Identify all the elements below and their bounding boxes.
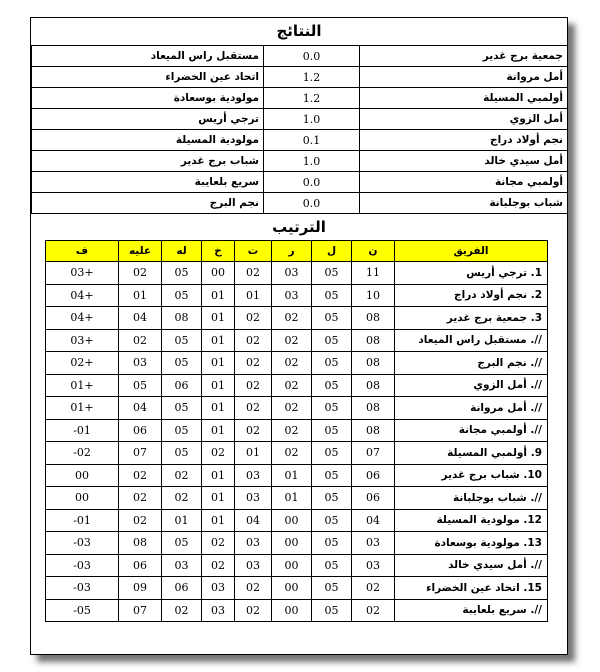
- standing-played: 05: [312, 442, 352, 465]
- standing-goals-against: 03: [119, 352, 162, 375]
- standing-won: 01: [272, 487, 312, 510]
- standing-goal-difference: 00: [46, 487, 119, 510]
- standing-goal-difference: 03-: [46, 532, 119, 555]
- standing-drawn: 02: [235, 397, 272, 420]
- standing-won: 02: [272, 307, 312, 330]
- standing-played: 05: [312, 577, 352, 600]
- standing-goals-for: 03: [162, 554, 202, 577]
- standing-row: [46, 284, 548, 307]
- standing-lost: 02: [202, 554, 235, 577]
- standing-goals-against: 09: [119, 577, 162, 600]
- standing-lost: 01: [202, 397, 235, 420]
- standing-team: //. أولمبي مجانة: [395, 419, 548, 442]
- results-table: [31, 46, 568, 214]
- result-row: [32, 151, 568, 172]
- result-home-team: أمل الزوي: [360, 109, 568, 130]
- standing-goal-difference: 02-: [46, 442, 119, 465]
- result-away-team: نجم البرج: [32, 193, 264, 214]
- standing-row: [46, 509, 548, 532]
- result-home-team: أمل مروانة: [360, 67, 568, 88]
- standing-lost: 01: [202, 487, 235, 510]
- standing-goals-for: 02: [162, 464, 202, 487]
- result-row: [32, 172, 568, 193]
- standing-goal-difference: +01: [46, 374, 119, 397]
- standing-goal-difference: 03-: [46, 554, 119, 577]
- standing-goal-difference: +04: [46, 307, 119, 330]
- result-home-team: أولمبي مجانة: [360, 172, 568, 193]
- standing-goals-against: 07: [119, 442, 162, 465]
- standing-goal-difference: +02: [46, 352, 119, 375]
- header-team: الفريق: [395, 241, 548, 262]
- standing-team: 1. ترجي أريس: [395, 262, 548, 285]
- standing-team: 15. اتحاد عين الخضراء: [395, 577, 548, 600]
- standing-lost: 01: [202, 374, 235, 397]
- standing-played: 05: [312, 464, 352, 487]
- result-score: 1.0: [264, 151, 360, 172]
- standing-goal-difference: 05-: [46, 599, 119, 622]
- result-score: 1.2: [264, 88, 360, 109]
- standing-points: 02: [352, 599, 395, 622]
- result-away-team: اتحاد عين الخضراء: [32, 67, 264, 88]
- standing-row: [46, 262, 548, 285]
- standing-goals-for: 05: [162, 262, 202, 285]
- standing-points: 04: [352, 509, 395, 532]
- standing-row: [46, 374, 548, 397]
- standing-goals-against: 02: [119, 487, 162, 510]
- standing-goals-for: 05: [162, 532, 202, 555]
- standing-row: [46, 352, 548, 375]
- standing-goal-difference: 00: [46, 464, 119, 487]
- standing-goal-difference: 01-: [46, 419, 119, 442]
- standing-played: 05: [312, 262, 352, 285]
- standing-goals-against: 04: [119, 307, 162, 330]
- standing-played: 05: [312, 374, 352, 397]
- standing-drawn: 01: [235, 284, 272, 307]
- standing-points: 08: [352, 352, 395, 375]
- standing-lost: 02: [202, 442, 235, 465]
- standing-lost: 01: [202, 352, 235, 375]
- standing-team: //. مستقبل راس الميعاد: [395, 329, 548, 352]
- standing-won: 02: [272, 397, 312, 420]
- standing-row: [46, 577, 548, 600]
- standing-won: 00: [272, 577, 312, 600]
- standing-won: 03: [272, 262, 312, 285]
- standing-won: 00: [272, 532, 312, 555]
- standing-points: 11: [352, 262, 395, 285]
- standing-points: 02: [352, 577, 395, 600]
- header-drawn: ت: [235, 241, 272, 262]
- standing-played: 05: [312, 352, 352, 375]
- result-row: [32, 46, 568, 67]
- result-row: [32, 130, 568, 151]
- standing-goal-difference: +04: [46, 284, 119, 307]
- results-sheet: [30, 17, 568, 655]
- standing-played: 05: [312, 487, 352, 510]
- result-score: 0.0: [264, 172, 360, 193]
- standing-goals-against: 06: [119, 554, 162, 577]
- result-away-team: شباب برج غدير: [32, 151, 264, 172]
- result-home-team: أولمبي المسيلة: [360, 88, 568, 109]
- result-score: 0.0: [264, 46, 360, 67]
- standing-played: 05: [312, 509, 352, 532]
- result-score: 0.0: [264, 193, 360, 214]
- standing-points: 08: [352, 374, 395, 397]
- standing-goals-against: 07: [119, 599, 162, 622]
- standing-row: [46, 329, 548, 352]
- standing-goals-for: 05: [162, 419, 202, 442]
- standing-points: 08: [352, 419, 395, 442]
- standing-team: 12. مولودية المسيلة: [395, 509, 548, 532]
- standing-goals-for: 01: [162, 509, 202, 532]
- standing-played: 05: [312, 329, 352, 352]
- header-goal-difference: ف: [46, 241, 119, 262]
- standing-drawn: 03: [235, 554, 272, 577]
- standing-won: 02: [272, 352, 312, 375]
- result-row: [32, 88, 568, 109]
- result-score: 0.1: [264, 130, 360, 151]
- standing-goals-against: 02: [119, 464, 162, 487]
- standing-won: 03: [272, 284, 312, 307]
- result-away-team: سريع بلعايبة: [32, 172, 264, 193]
- header-goals-for: له: [162, 241, 202, 262]
- standing-goals-for: 08: [162, 307, 202, 330]
- standings-header-row: [46, 241, 548, 262]
- standing-drawn: 03: [235, 487, 272, 510]
- standing-played: 05: [312, 599, 352, 622]
- header-goals-against: عليه: [119, 241, 162, 262]
- header-points: ن: [352, 241, 395, 262]
- standing-played: 05: [312, 554, 352, 577]
- standing-lost: 03: [202, 599, 235, 622]
- standings-title: الترتيب: [272, 218, 326, 236]
- standing-drawn: 02: [235, 374, 272, 397]
- standing-goals-for: 06: [162, 374, 202, 397]
- result-home-team: جمعية برج غدير: [360, 46, 568, 67]
- standing-team: //. شباب بوجلبانة: [395, 487, 548, 510]
- results-title: النتائج: [31, 18, 567, 46]
- standing-won: 02: [272, 419, 312, 442]
- standing-team: 10. شباب برج غدير: [395, 464, 548, 487]
- standing-drawn: 03: [235, 532, 272, 555]
- standing-goals-against: 02: [119, 509, 162, 532]
- standing-lost: 03: [202, 577, 235, 600]
- result-row: [32, 109, 568, 130]
- standing-played: 05: [312, 419, 352, 442]
- standing-drawn: 03: [235, 464, 272, 487]
- standing-goals-for: 02: [162, 487, 202, 510]
- standing-drawn: 02: [235, 352, 272, 375]
- result-away-team: مولودية المسيلة: [32, 130, 264, 151]
- result-score: 1.0: [264, 109, 360, 130]
- standing-row: [46, 442, 548, 465]
- standing-row: [46, 487, 548, 510]
- result-row: [32, 67, 568, 88]
- standing-goals-for: 02: [162, 599, 202, 622]
- result-away-team: مستقبل راس الميعاد: [32, 46, 264, 67]
- standing-lost: 01: [202, 419, 235, 442]
- standing-lost: 01: [202, 284, 235, 307]
- standing-lost: 00: [202, 262, 235, 285]
- standing-played: 05: [312, 307, 352, 330]
- standing-goal-difference: +03: [46, 262, 119, 285]
- standing-row: [46, 532, 548, 555]
- standing-points: 06: [352, 487, 395, 510]
- standing-goals-against: 04: [119, 397, 162, 420]
- standing-points: 03: [352, 554, 395, 577]
- standing-won: 02: [272, 329, 312, 352]
- standing-goal-difference: +03: [46, 329, 119, 352]
- standing-team: //. أمل الزوي: [395, 374, 548, 397]
- standing-points: 08: [352, 307, 395, 330]
- standing-team: 2. نجم أولاد دراج: [395, 284, 548, 307]
- standings-table: [45, 240, 548, 622]
- standing-won: 02: [272, 442, 312, 465]
- standing-goals-against: 05: [119, 374, 162, 397]
- standing-lost: 01: [202, 307, 235, 330]
- standing-team: 13. مولودية بوسعادة: [395, 532, 548, 555]
- standing-row: [46, 397, 548, 420]
- standing-won: 00: [272, 509, 312, 532]
- standing-drawn: 02: [235, 262, 272, 285]
- standing-goals-for: 06: [162, 577, 202, 600]
- standing-goals-for: 05: [162, 329, 202, 352]
- standing-won: 01: [272, 464, 312, 487]
- standing-team: //. أمل مروانة: [395, 397, 548, 420]
- standing-drawn: 04: [235, 509, 272, 532]
- standing-drawn: 02: [235, 599, 272, 622]
- result-home-team: نجم أولاد دراج: [360, 130, 568, 151]
- standing-goals-against: 02: [119, 262, 162, 285]
- standing-team: 3. جمعية برج غدير: [395, 307, 548, 330]
- standing-goal-difference: 03-: [46, 577, 119, 600]
- result-home-team: شباب بوجلبانة: [360, 193, 568, 214]
- standing-points: 03: [352, 532, 395, 555]
- header-lost: خ: [202, 241, 235, 262]
- standing-goals-against: 02: [119, 329, 162, 352]
- standing-team: //. سريع بلعايبة: [395, 599, 548, 622]
- standing-drawn: 02: [235, 329, 272, 352]
- standing-row: [46, 599, 548, 622]
- standing-row: [46, 464, 548, 487]
- standing-goals-against: 08: [119, 532, 162, 555]
- standing-goal-difference: 01-: [46, 509, 119, 532]
- standing-goals-for: 05: [162, 397, 202, 420]
- header-won: ر: [272, 241, 312, 262]
- standing-drawn: 02: [235, 419, 272, 442]
- standing-points: 06: [352, 464, 395, 487]
- result-score: 1.2: [264, 67, 360, 88]
- result-away-team: مولودية بوسعادة: [32, 88, 264, 109]
- standing-goals-for: 05: [162, 284, 202, 307]
- standing-played: 05: [312, 532, 352, 555]
- result-row: [32, 193, 568, 214]
- standing-team: 9. أولمبي المسيلة: [395, 442, 548, 465]
- header-played: ل: [312, 241, 352, 262]
- standing-drawn: 02: [235, 577, 272, 600]
- standing-lost: 01: [202, 509, 235, 532]
- standing-goals-for: 05: [162, 352, 202, 375]
- standing-goal-difference: +01: [46, 397, 119, 420]
- standing-lost: 02: [202, 532, 235, 555]
- standing-won: 02: [272, 374, 312, 397]
- result-home-team: أمل سيدي خالد: [360, 151, 568, 172]
- standing-points: 08: [352, 329, 395, 352]
- standing-points: 08: [352, 397, 395, 420]
- standing-goals-against: 06: [119, 419, 162, 442]
- standing-lost: 01: [202, 329, 235, 352]
- standing-drawn: 02: [235, 307, 272, 330]
- standing-played: 05: [312, 284, 352, 307]
- standing-goals-against: 01: [119, 284, 162, 307]
- standing-row: [46, 419, 548, 442]
- standing-goals-for: 05: [162, 442, 202, 465]
- result-away-team: ترجي أريس: [32, 109, 264, 130]
- standing-lost: 01: [202, 464, 235, 487]
- standing-points: 07: [352, 442, 395, 465]
- standing-drawn: 01: [235, 442, 272, 465]
- standing-points: 10: [352, 284, 395, 307]
- standing-won: 00: [272, 599, 312, 622]
- standing-team: //. نجم البرج: [395, 352, 548, 375]
- standing-team: //. أمل سيدي خالد: [395, 554, 548, 577]
- standing-played: 05: [312, 397, 352, 420]
- standing-won: 00: [272, 554, 312, 577]
- standing-row: [46, 307, 548, 330]
- standing-row: [46, 554, 548, 577]
